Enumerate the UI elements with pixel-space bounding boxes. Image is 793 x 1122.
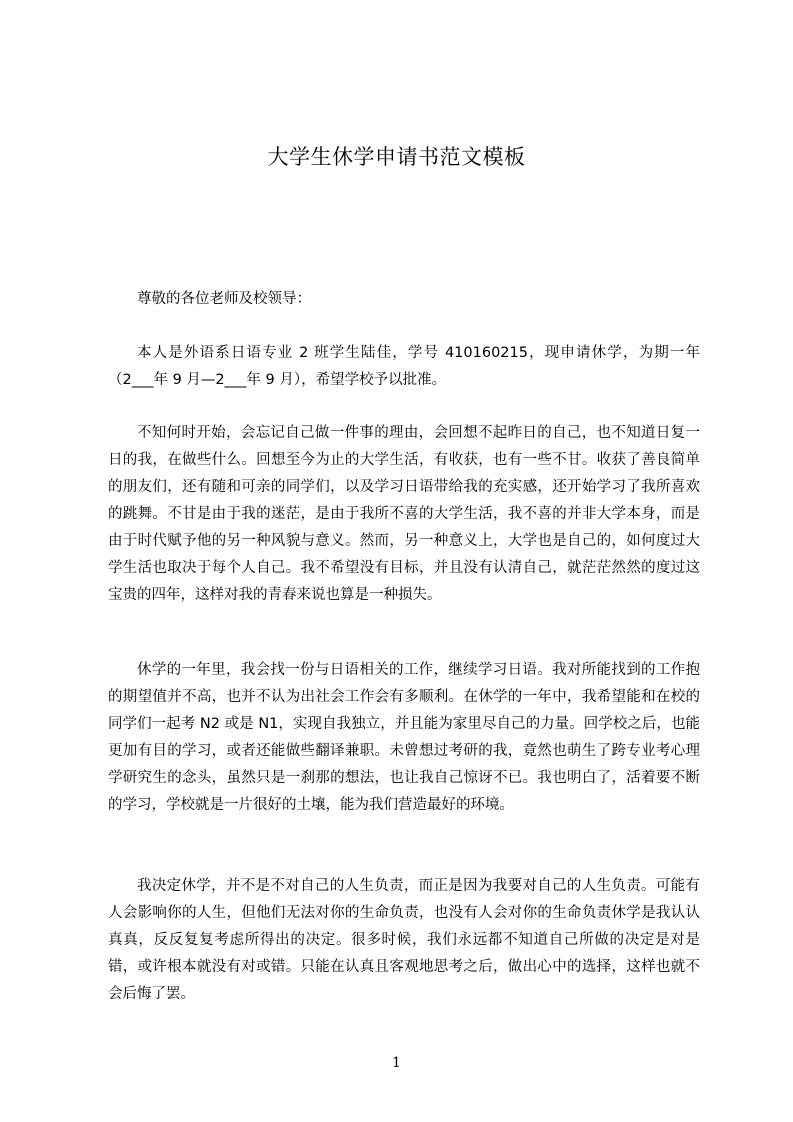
paragraph-4 <box>108 873 700 1008</box>
paragraph-4-text: 我决定休学，并不是不对自己的人生负责，而正是因为我要对自己的人生负责。可能有人会影响你的人生，但他们无法对你的生命负责，也没有人会对你的生命负责休学是我认认真真，反反复复考虑所得出的决定。很多时候，我们永远都不知道自己所做的决定是对是错，或许根本就没有对或错。只能在认真且客观地思考之后，做出心中的选择，这样也就不会后悔了罢。 <box>108 878 700 1002</box>
paragraph-3 <box>108 657 700 819</box>
paragraph-2-text: 不知何时开始，会忘记自己做一件事的理由，会回想不起昨日的自己，也不知道日复一日的我，在做些什么。回想至今为止的大学生活，有收获，也有一些不甘。收获了善良简单的朋友们，还有随和可亲的同学们，以及学习日语带给我的充实感，还开始学习了我所喜欢的跳舞。不甘是由于我的迷茫，是由于我所不喜的大学生活，我不喜的并非大学本身，而是由于时代赋予他的另一种风貌与意义。然而，另一种意义上，大学也是自己的，如何度过大学生活也取决于每个人自己。我不希望没有目标，并且没有认清自己，就茫茫然然的度过这宝贵的四年，这样对我的青春来说也算是一种损失。 <box>108 425 700 603</box>
paragraph-2 <box>108 420 700 609</box>
document-title: 大学生休学申请书范文模板 <box>267 145 526 169</box>
salutation <box>108 286 700 313</box>
paragraph-3-text: 休学的一年里，我会找一份与日语相关的工作，继续学习日语。我对所能找到的工作抱的期望值并不高，也并不认为出社会工作会有多顺利。在休学的一年中，我希望能和在校的同学们一起考 N2 或是 N1，实现自我独立，并且能为家里尽自己的力量。回学校之后，也能更加有目的学习，或者还能做些翻译兼职。未曾想过考研的我，竟然也萌生了跨专业考心理学研究生的念头，虽然只是一刹那的想法，也让我自己惊讶不已。我也明白了，活着要不断的学习，学校就是一片很好的土壤，能为我们营造最好的环境。 <box>108 662 700 813</box>
paragraph-1 <box>108 340 700 394</box>
paragraph-1-text: 本人是外语系日语专业 2 班学生陆佳，学号 410160215，现申请休学，为期一年（2___年 9 月—2___年 9 月），希望学校予以批准。 <box>108 345 700 388</box>
salutation-text: 尊敬的各位老师及校领导： <box>137 291 311 307</box>
page-number: 1 <box>392 1055 401 1071</box>
